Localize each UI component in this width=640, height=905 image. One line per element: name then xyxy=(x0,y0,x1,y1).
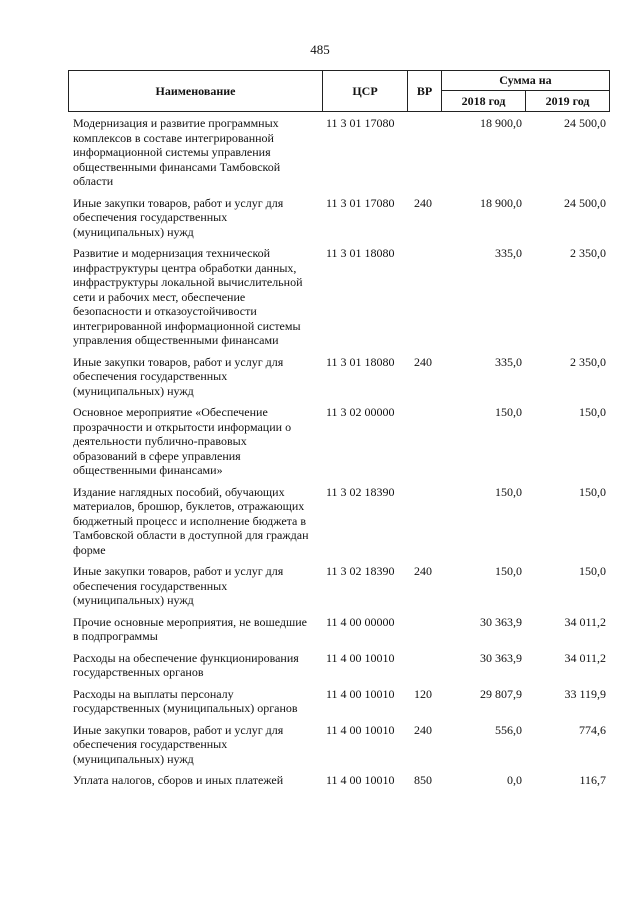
row-name: Основное мероприятие «Обеспечение прозрачности и открытости информации о деятельности публично-правовых образований в сфере управления общественными финансами» xyxy=(73,405,292,477)
row-sum-2019: 150,0 xyxy=(579,564,606,578)
row-csr: 11 3 01 18080 xyxy=(326,246,395,260)
row-name: Расходы на выплаты персоналу государственных (муниципальных) органов xyxy=(73,686,298,715)
header-year-2019: 2019 год xyxy=(545,93,590,108)
row-sum-2019: 33 119,9 xyxy=(564,686,606,701)
row-vr: 240 xyxy=(414,354,432,369)
table-row xyxy=(68,723,610,767)
row-sum-2018: 335,0 xyxy=(495,354,522,369)
page-number: 485 xyxy=(310,42,330,57)
row-sum-2018: 18 900,0 xyxy=(480,116,522,130)
row-sum-2019: 24 500,0 xyxy=(564,195,606,210)
table-header xyxy=(68,70,610,112)
row-sum-2018: 150,0 xyxy=(495,564,522,578)
row-csr: 11 3 02 18390 xyxy=(326,484,395,499)
row-csr: 11 4 00 00000 xyxy=(326,614,395,629)
row-sum-2019: 34 011,2 xyxy=(564,650,606,665)
row-csr: 11 3 02 18390 xyxy=(326,564,395,578)
row-sum-2018: 0,0 xyxy=(507,773,522,787)
row-name: Иные закупки товаров, работ и услуг для обеспечения государственных (муниципальных) нужд xyxy=(73,354,284,398)
row-sum-2018: 556,0 xyxy=(495,722,522,737)
row-sum-2019: 2 350,0 xyxy=(570,246,606,260)
table-row xyxy=(68,687,610,716)
row-name: Развитие и модернизация технической инфраструктуры центра обработки данных, инфраструктуры локальной вычислительной сети и рабочих мест, обеспечение безопасности и отказоустойчивости интегрированной информационной системы управления общественными финансами xyxy=(73,246,303,347)
row-csr: 11 4 00 10010 xyxy=(326,686,395,701)
table-row xyxy=(68,564,610,608)
row-sum-2019: 2 350,0 xyxy=(570,354,606,369)
row-name: Уплата налогов, сборов и иных платежей xyxy=(73,773,284,787)
row-csr: 11 4 00 10010 xyxy=(326,722,395,737)
row-csr: 11 3 01 18080 xyxy=(326,354,395,369)
row-vr: 850 xyxy=(414,773,432,787)
row-sum-2019: 150,0 xyxy=(579,484,606,499)
row-sum-2019: 774,6 xyxy=(579,722,606,737)
table-row xyxy=(68,615,610,644)
row-csr: 11 3 02 00000 xyxy=(326,405,395,419)
table-row xyxy=(68,246,610,348)
table-row xyxy=(68,485,610,558)
row-csr: 11 4 00 10010 xyxy=(326,650,395,665)
row-name: Прочие основные мероприятия, не вошедшие в подпрограммы xyxy=(73,614,307,643)
row-name: Иные закупки товаров, работ и услуг для обеспечения государственных (муниципальных) нужд xyxy=(73,195,284,239)
row-vr: 120 xyxy=(414,686,432,701)
row-vr: 240 xyxy=(414,564,432,578)
table-row xyxy=(68,773,610,788)
row-sum-2018: 29 807,9 xyxy=(480,686,522,701)
row-vr: 240 xyxy=(414,195,432,210)
row-name: Модернизация и развитие программных комплексов в составе интегрированной информационной системы управления общественными финансами Тамбовской области xyxy=(73,116,281,188)
table-row xyxy=(68,355,610,399)
header-sum: Сумма на xyxy=(442,71,609,91)
header-year-2018: 2018 год xyxy=(442,91,526,111)
row-csr: 11 3 01 17080 xyxy=(326,195,395,210)
row-name: Иные закупки товаров, работ и услуг для обеспечения государственных (муниципальных) нужд xyxy=(73,722,284,766)
table-row xyxy=(68,651,610,680)
row-sum-2019: 24 500,0 xyxy=(564,116,606,130)
row-sum-2019: 34 011,2 xyxy=(564,614,606,629)
row-name: Издание наглядных пособий, обучающих материалов, брошюр, буклетов, отражающих бюджетный процесс и исполнение бюджета в Тамбовской области в доступной для граждан форме xyxy=(73,484,309,557)
row-csr: 11 3 01 17080 xyxy=(326,116,395,130)
row-sum-2019: 116,7 xyxy=(579,773,606,787)
row-sum-2018: 30 363,9 xyxy=(480,614,522,629)
table-row xyxy=(68,405,610,478)
row-vr: 240 xyxy=(414,722,432,737)
row-sum-2018: 18 900,0 xyxy=(480,195,522,210)
header-name: Наименование xyxy=(69,71,323,111)
row-sum-2018: 30 363,9 xyxy=(480,650,522,665)
table-row xyxy=(68,116,610,189)
row-sum-2018: 150,0 xyxy=(495,405,522,419)
row-sum-2018: 335,0 xyxy=(495,246,522,260)
row-name: Расходы на обеспечение функционирования государственных органов xyxy=(73,650,299,679)
row-name: Иные закупки товаров, работ и услуг для обеспечения государственных (муниципальных) нужд xyxy=(73,564,284,607)
row-csr: 11 4 00 10010 xyxy=(326,773,395,787)
row-sum-2019: 150,0 xyxy=(579,405,606,419)
row-sum-2018: 150,0 xyxy=(495,484,522,499)
header-vr: ВР xyxy=(408,71,442,111)
table-row xyxy=(68,196,610,240)
table-body xyxy=(68,116,610,795)
header-csr: ЦСР xyxy=(323,71,408,111)
